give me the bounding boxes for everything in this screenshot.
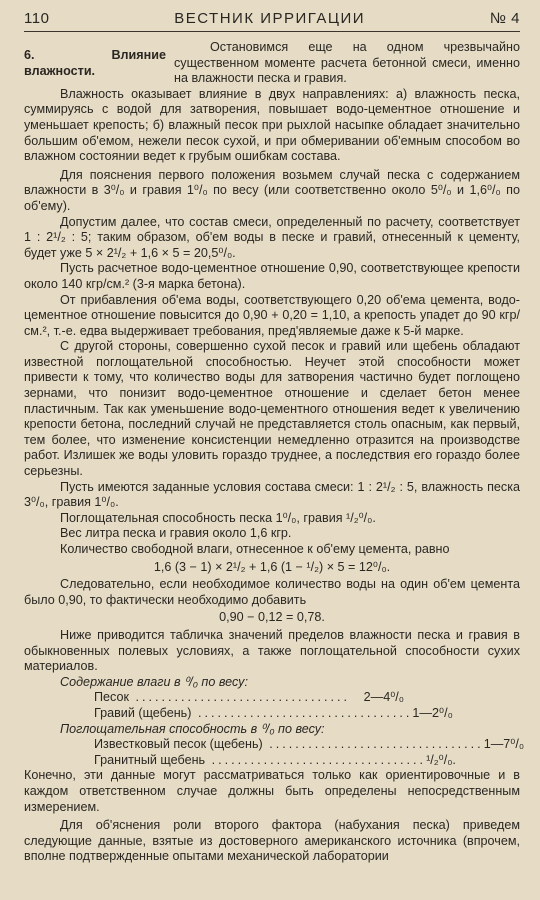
- section-intro: [24, 40, 520, 87]
- paragraph: Поглощательная способность песка 1⁰/₀, гравия ¹/₂⁰/₀.: [60, 510, 376, 525]
- moisture-heading: Содержание влаги в ⁰/₀ по весу:: [60, 674, 248, 689]
- paragraph: Влажность оказывает влияние в двух направлениях: а) влажность песка, суммируясь с водой для затворения, повышает водо-цементное отношение и уменьшает крепость; б) влажный песок при рыхлой насыпке обладает значительно большим об'емом, нежели песок сухой, и при обмеривании об'емным способом во влажном состоянии ведет к грубым ошибкам состава.: [24, 86, 520, 164]
- table-row: [24, 737, 525, 753]
- paragraph: Следовательно, если необходимое количество воды на один об'ем цемента было 0,90, то фактически необходимо добавить: [24, 577, 520, 607]
- table-row: [24, 752, 456, 769]
- row-label: Известковый песок (щебень): [94, 737, 263, 752]
- formula: 1,6 (3 − 1) × 2¹/₂ + 1,6 (1 − ¹/₂) × 5 = 12⁰/₀.: [153, 559, 391, 574]
- absorption-heading: Поглощательная способность в ⁰/₀ по весу:: [60, 721, 325, 736]
- leader-dots: .................................: [129, 690, 350, 705]
- section-intro-text: Остановимся еще на одном чрезвычайно существенном моменте расчета бетонной смеси, именно на влажности песка и гравия.: [174, 40, 520, 86]
- table-row: [24, 705, 453, 722]
- paragraph: Допустим далее, что состав смеси, определенный по расчету, соответствует 1 : 2¹/₂ : 5; таким образом, об'ем воды в песке и гравий, отнесенный к цементу, будет уже 5 × 2¹/₂ + 1,6 × 5 = 20,5⁰/₀.: [24, 214, 520, 260]
- issue-number: № 4: [489, 10, 520, 27]
- paragraph: Конечно, эти данные могут рассматриваться только как ориентировочные и в каждом ответственном случае должны быть определены непосредственным измерением.: [24, 768, 520, 814]
- paragraph: Для пояснения первого положения возьмем случай песка с содержанием влажности в 3⁰/₀ и гравия 1⁰/₀ по весу (или соответственно около 5⁰/₀ и 1,6⁰/₀ по об'ему).: [24, 167, 520, 213]
- moisture-table: [24, 674, 525, 769]
- row-label: Песок: [94, 690, 130, 705]
- leader-dots: .................................: [191, 705, 413, 720]
- section-heading: 6. Влияние влажности.: [24, 48, 166, 78]
- paragraph: Пусть расчетное водо-цементное отношение 0,90, соответствующее крепости около 140 кгр/см.² (3-я марка бетона).: [24, 261, 520, 291]
- paragraph: Ниже приводится табличка значений пределов влажности песка и гравия в обыкновенных полевых условиях, а также поглощательной способности сухих материалов.: [24, 627, 520, 674]
- table-row: [24, 690, 404, 706]
- header-rule: [24, 31, 520, 32]
- paragraph: С другой стороны, совершенно сухой песок и гравий или щебень обладают известной поглощательной способностью. Неучет этой способности может привести к тому, что количество воды для затворения частично будет поглощено зернами, что понизит водо-цементное отношение и сделает бетон менее пластичным. Так как уменьшение водо-цементного отношения ведет к увеличению крепости бетона, последний случай не представляется столь опасным, как первый, тем более, что изменение консистенции немедленно отразится на производстве работ. Излишек же воды уловить гораздо труднее, а последствия его гораздо более серьезны.: [24, 339, 520, 479]
- row-value: 1—7⁰/₀: [483, 737, 525, 752]
- article-body: [24, 40, 525, 865]
- row-label: Гранитный щебень: [94, 752, 206, 767]
- row-value: 2—4⁰/₀: [363, 690, 404, 705]
- row-label: Гравий (щебень): [94, 705, 192, 720]
- leader-dots: .................................: [262, 737, 484, 752]
- row-value: ¹/₂⁰/₀.: [426, 752, 456, 767]
- paragraph: Пусть имеются заданные условия состава смеси: 1 : 2¹/₂ : 5, влажность песка 3⁰/₀, гравия 1⁰/₀.: [24, 479, 520, 510]
- paragraph: Количество свободной влаги, отнесенное к об'ему цемента, равно: [60, 542, 450, 556]
- formula: 0,90 − 0,12 = 0,78.: [219, 610, 325, 625]
- leader-dots: .................................: [205, 752, 427, 767]
- page-header: [24, 10, 520, 27]
- paragraph: От прибавления об'ема воды, соответствующего 0,20 об'ема цемента, водо-цементное отношение повысится до 0,90 + 0,20 = 1,10, а крепость упадет до 90 кгр/см.², т.-е. едва выдерживает требования, пред'являемые даже к 5-й марке.: [24, 292, 520, 338]
- paragraph: Вес литра песка и гравия около 1,6 кгр.: [60, 526, 292, 541]
- page-number: 110: [24, 10, 50, 27]
- journal-title: ВЕСТНИК ИРРИГАЦИИ: [174, 10, 366, 27]
- row-value: 1—2⁰/₀: [412, 705, 453, 720]
- paragraph: Для об'яснения роли второго фактора (набухания песка) приведем следующие данные, взятые из достоверного американского источника (впрочем, вполне подтвержденные опытами механической лаборатории: [24, 818, 520, 864]
